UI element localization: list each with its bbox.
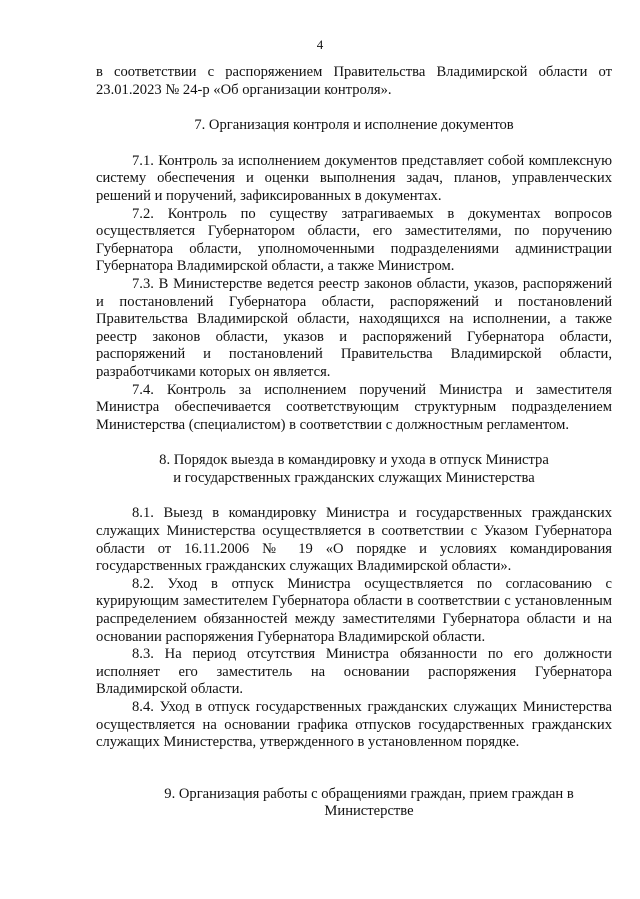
paragraph-8-3: 8.3. На период отсутствия Министра обязанности по его должности исполняет его заместитель на основании распоряжения Губернатора Владимирской области.	[96, 646, 612, 698]
paragraph-7-2: 7.2. Контроль по существу затрагиваемых в документах вопросов осуществляется Губернатором области, его заместителями, по поручению Губернатора области, уполномоченными подразделениями администрации Губернатора Владимирской области, а также Министром.	[96, 205, 612, 275]
paragraph-7-4: 7.4. Контроль за исполнением поручений Министра и заместителя Министра обеспечивается соответствующим структурным подразделением Министерства (специалистом) в соответствии с должностным регламентом.	[96, 381, 612, 433]
paragraph-8-4: 8.4. Уход в отпуск государственных гражданских служащих Министерства осуществляется на основании графика отпусков государственных гражданских служащих Министерства, утвержденного в установленном порядке.	[96, 699, 612, 751]
section-7-heading: 7. Организация контроля и исполнение документов	[194, 117, 514, 134]
section-9-heading	[96, 786, 612, 821]
section-8-heading-line-2: и государственных гражданских служащих Министерства	[173, 469, 535, 486]
section-9-heading-line-2: Министерстве	[324, 803, 414, 820]
page-number: 4	[316, 37, 324, 52]
paragraph-8-1: 8.1. Выезд в командировку Министра и государственных гражданских служащих Министерства осуществляется в соответствии с Указом Губернатора области от 16.11.2006 № 19 «О порядке и условиях командирования государственных гражданских служащих Владимирской области».	[96, 505, 612, 575]
document-body	[96, 64, 612, 821]
section-8-heading	[96, 452, 612, 487]
paragraph-8-2: 8.2. Уход в отпуск Министра осуществляется по согласованию с курирующим заместителем Губернатора области в соответствии с установленным распределением обязанностей между заместителями Губернатора области и на основании распоряжения Губернатора Владимирской области.	[96, 575, 612, 645]
section-8-heading-line-1: 8. Порядок выезда в командировку и ухода в отпуск Министра	[159, 452, 549, 469]
section-9-heading-line-1: 9. Организация работы с обращениями граждан, прием граждан в	[164, 785, 574, 802]
paragraph-7-3: 7.3. В Министерстве ведется реестр законов области, указов, распоряжений и постановлений Губернатора области, распоряжений и постановлений Правительства Владимирской области, находящихся на исполнении, а также реестр законов области, указов и распоряжений Губернатора области, распоряжений и постановлений Правительства Владимирской области, разработчиками которых он является.	[96, 275, 612, 380]
intro-paragraph: в соответствии с распоряжением Правительства Владимирской области от 23.01.2023 № 24-р «Об организации контроля».	[96, 64, 612, 98]
paragraph-7-1: 7.1. Контроль за исполнением документов представляет собой комплексную систему обеспечения и оценки выполнения задач, планов, управленческих решений и поручений, зафиксированных в документах.	[96, 152, 612, 204]
